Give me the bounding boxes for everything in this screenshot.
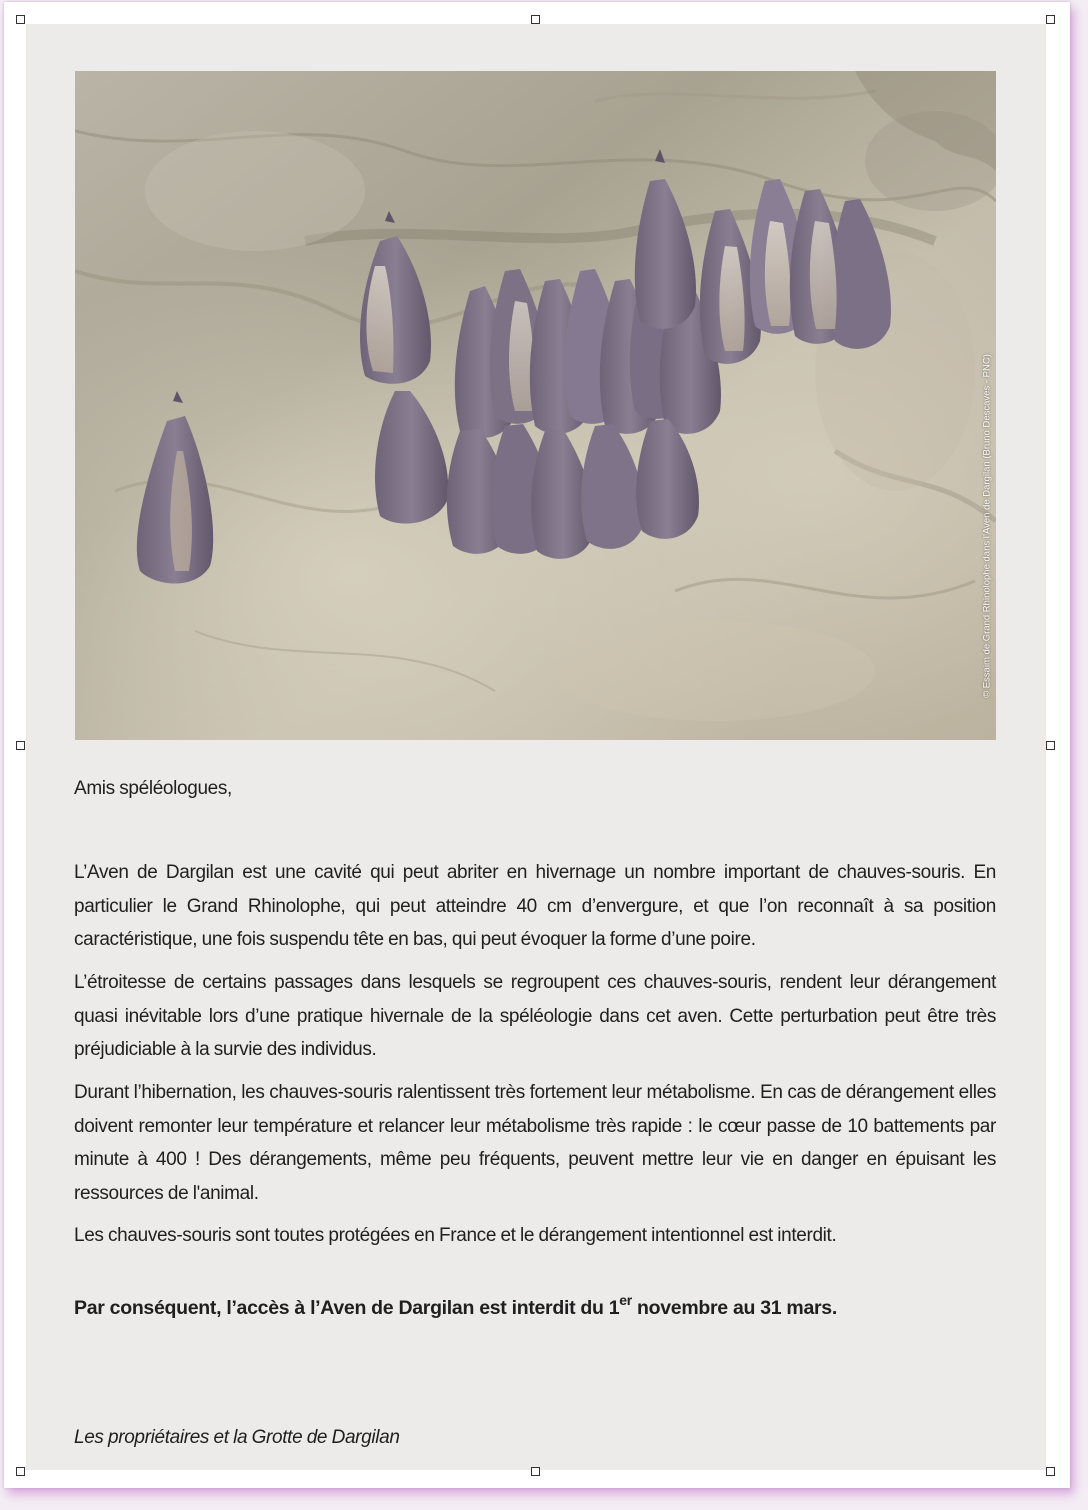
letter-paragraph: L’Aven de Dargilan est une cavité qui peut abriter en hivernage un nombre important de chauves-souris. En particulier le Grand Rhinolophe, qui peut atteindre 40 cm d’envergure, et que l’on reconnaît à sa position caractéristique, une fois suspendu tête en bas, qui peut évoquer la forme d’une poire. xyxy=(74,862,996,950)
resize-handle-middle-left[interactable] xyxy=(16,741,25,750)
letter-paragraph: L’étroitesse de certains passages dans lesquels se regroupent ces chauves-souris, rendent leur dérangement quasi inévitable lors d’une pratique hivernale de la spéléologie dans cet aven. Cette perturbation peut être très préjudiciable à la survie des individus. xyxy=(74,972,996,1060)
resize-handle-top-right[interactable] xyxy=(1046,15,1055,24)
photo-credit: © Essaim de Grand Rhinolophe dans l’Aven de Dargilan (Bruno Descaves - PNC) xyxy=(981,354,993,698)
resize-handle-middle-right[interactable] xyxy=(1046,741,1055,750)
access-prohibition-notice: Par conséquent, l’accès à l’Aven de Dargilan est interdit du 1er novembre au 31 mars. xyxy=(74,1292,837,1319)
resize-handle-top-left[interactable] xyxy=(16,15,25,24)
resize-handle-top-center[interactable] xyxy=(531,15,540,24)
letter-paragraph: Durant l’hibernation, les chauves-souris ralentissent très fortement leur métabolisme. En cas de dérangement elles doivent remonter leur température et relancer leur métabolisme très rapide : le cœur passe de 10 battements par minute à 400 ! Des dérangements, même peu fréquents, peuvent mettre leur vie en danger en épuisant les ressources de l'animal. xyxy=(74,1082,996,1204)
letter-signature: Les propriétaires et la Grotte de Dargilan xyxy=(74,1427,400,1448)
resize-handle-bottom-center[interactable] xyxy=(531,1467,540,1476)
bat-colony-photo xyxy=(75,71,996,740)
resize-handle-bottom-left[interactable] xyxy=(16,1467,25,1476)
resize-handle-bottom-right[interactable] xyxy=(1046,1467,1055,1476)
letter-paragraph: Les chauves-souris sont toutes protégées en France et le dérangement intentionnel est interdit. xyxy=(74,1225,837,1246)
letter-greeting: Amis spéléologues, xyxy=(74,778,232,799)
